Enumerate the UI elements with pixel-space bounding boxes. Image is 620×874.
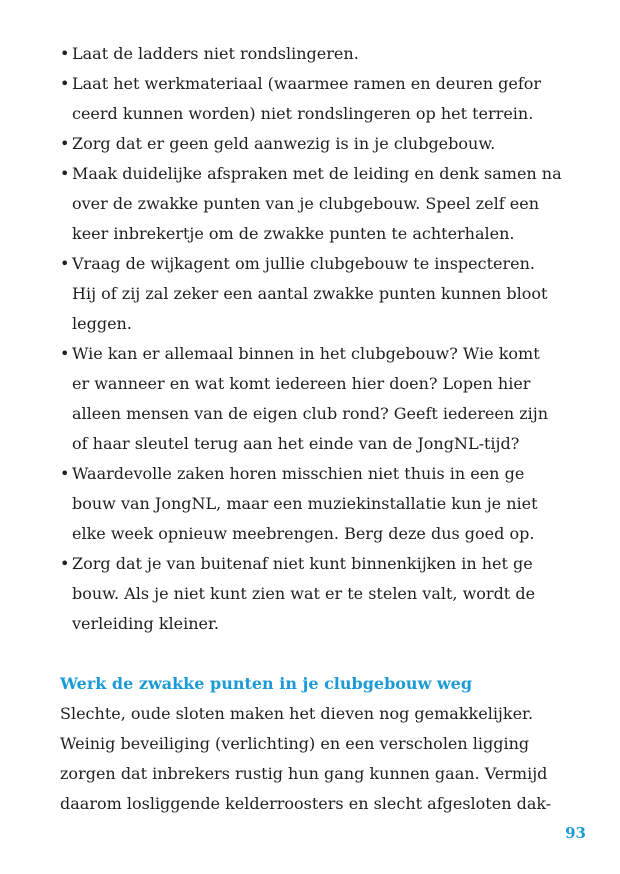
bullet-icon: • xyxy=(60,554,70,573)
bullet-item xyxy=(60,159,580,249)
paragraph-line: Slechte, oude sloten maken het dieven nog gemakkelijker. xyxy=(60,704,534,723)
paragraph-line: daarom losliggende kelderroosters en slecht afgesloten dak- xyxy=(60,794,552,813)
bullet-text-line: Zorg dat er geen geld aanwezig is in je clubgebouw. xyxy=(72,134,496,153)
bullet-text-line: alleen mensen van de eigen club rond? Geeft iedereen zijn xyxy=(72,404,549,423)
bullet-item xyxy=(60,549,580,639)
section-body xyxy=(60,699,580,819)
bullet-text-line: ceerd kunnen worden) niet rondslingeren op het terrein. xyxy=(72,104,534,123)
bullet-text-line: er wanneer en wat komt iedereen hier doen? Lopen hier xyxy=(72,374,531,393)
bullet-text-line: of haar sleutel terug aan het einde van de JongNL-tijd? xyxy=(72,434,520,453)
bullet-item xyxy=(60,459,580,549)
bullet-icon: • xyxy=(60,464,70,483)
bullet-text-line: verleiding kleiner. xyxy=(72,614,219,633)
section-heading: Werk de zwakke punten in je clubgebouw weg xyxy=(60,674,473,693)
bullet-icon: • xyxy=(60,254,70,273)
paragraph-line: zorgen dat inbrekers rustig hun gang kunnen gaan. Vermijd xyxy=(60,764,548,783)
bullet-text-line: Vraag de wijkagent om jullie clubgebouw te inspecteren. xyxy=(72,254,535,273)
bullet-text-line: Waardevolle zaken horen misschien niet thuis in een ge xyxy=(72,464,525,483)
page-number: 93 xyxy=(565,824,586,842)
bullet-text-line: Zorg dat je van buitenaf niet kunt binnenkijken in het ge xyxy=(72,554,533,573)
bullet-icon: • xyxy=(60,164,70,183)
bullet-icon: • xyxy=(60,344,70,363)
bullet-text-line: over de zwakke punten van je clubgebouw. Speel zelf een xyxy=(72,194,539,213)
section-werk-de-zwakke-punten xyxy=(60,669,580,819)
bullet-item xyxy=(60,69,580,129)
bullet-text-line: Wie kan er allemaal binnen in het clubgebouw? Wie komt xyxy=(72,344,540,363)
bullet-text-line: Laat het werkmateriaal (waarmee ramen en deuren gefor xyxy=(72,74,542,93)
bullet-text-line: elke week opnieuw meebrengen. Berg deze dus goed op. xyxy=(72,524,535,543)
bullet-text-line: keer inbrekertje om de zwakke punten te achterhalen. xyxy=(72,224,515,243)
bullet-text-line: bouw. Als je niet kunt zien wat er te stelen valt, wordt de xyxy=(72,584,536,603)
bullet-icon: • xyxy=(60,74,70,93)
bullet-item xyxy=(60,129,580,159)
bullet-text-line: bouw van JongNL, maar een muziekinstallatie kun je niet xyxy=(72,494,538,513)
bullet-item xyxy=(60,39,580,69)
bullet-list xyxy=(60,39,580,639)
bullet-icon: • xyxy=(60,44,70,63)
paragraph-line: Weinig beveiliging (verlichting) en een verscholen ligging xyxy=(60,734,530,753)
bullet-item xyxy=(60,249,580,339)
bullet-text-line: Hij of zij zal zeker een aantal zwakke punten kunnen bloot xyxy=(72,284,548,303)
bullet-text-line: Maak duidelijke afspraken met de leiding en denk samen na xyxy=(72,164,562,183)
bullet-text-line: leggen. xyxy=(72,314,132,333)
bullet-text-line: Laat de ladders niet rondslingeren. xyxy=(72,44,359,63)
bullet-item xyxy=(60,339,580,459)
bullet-icon: • xyxy=(60,134,70,153)
